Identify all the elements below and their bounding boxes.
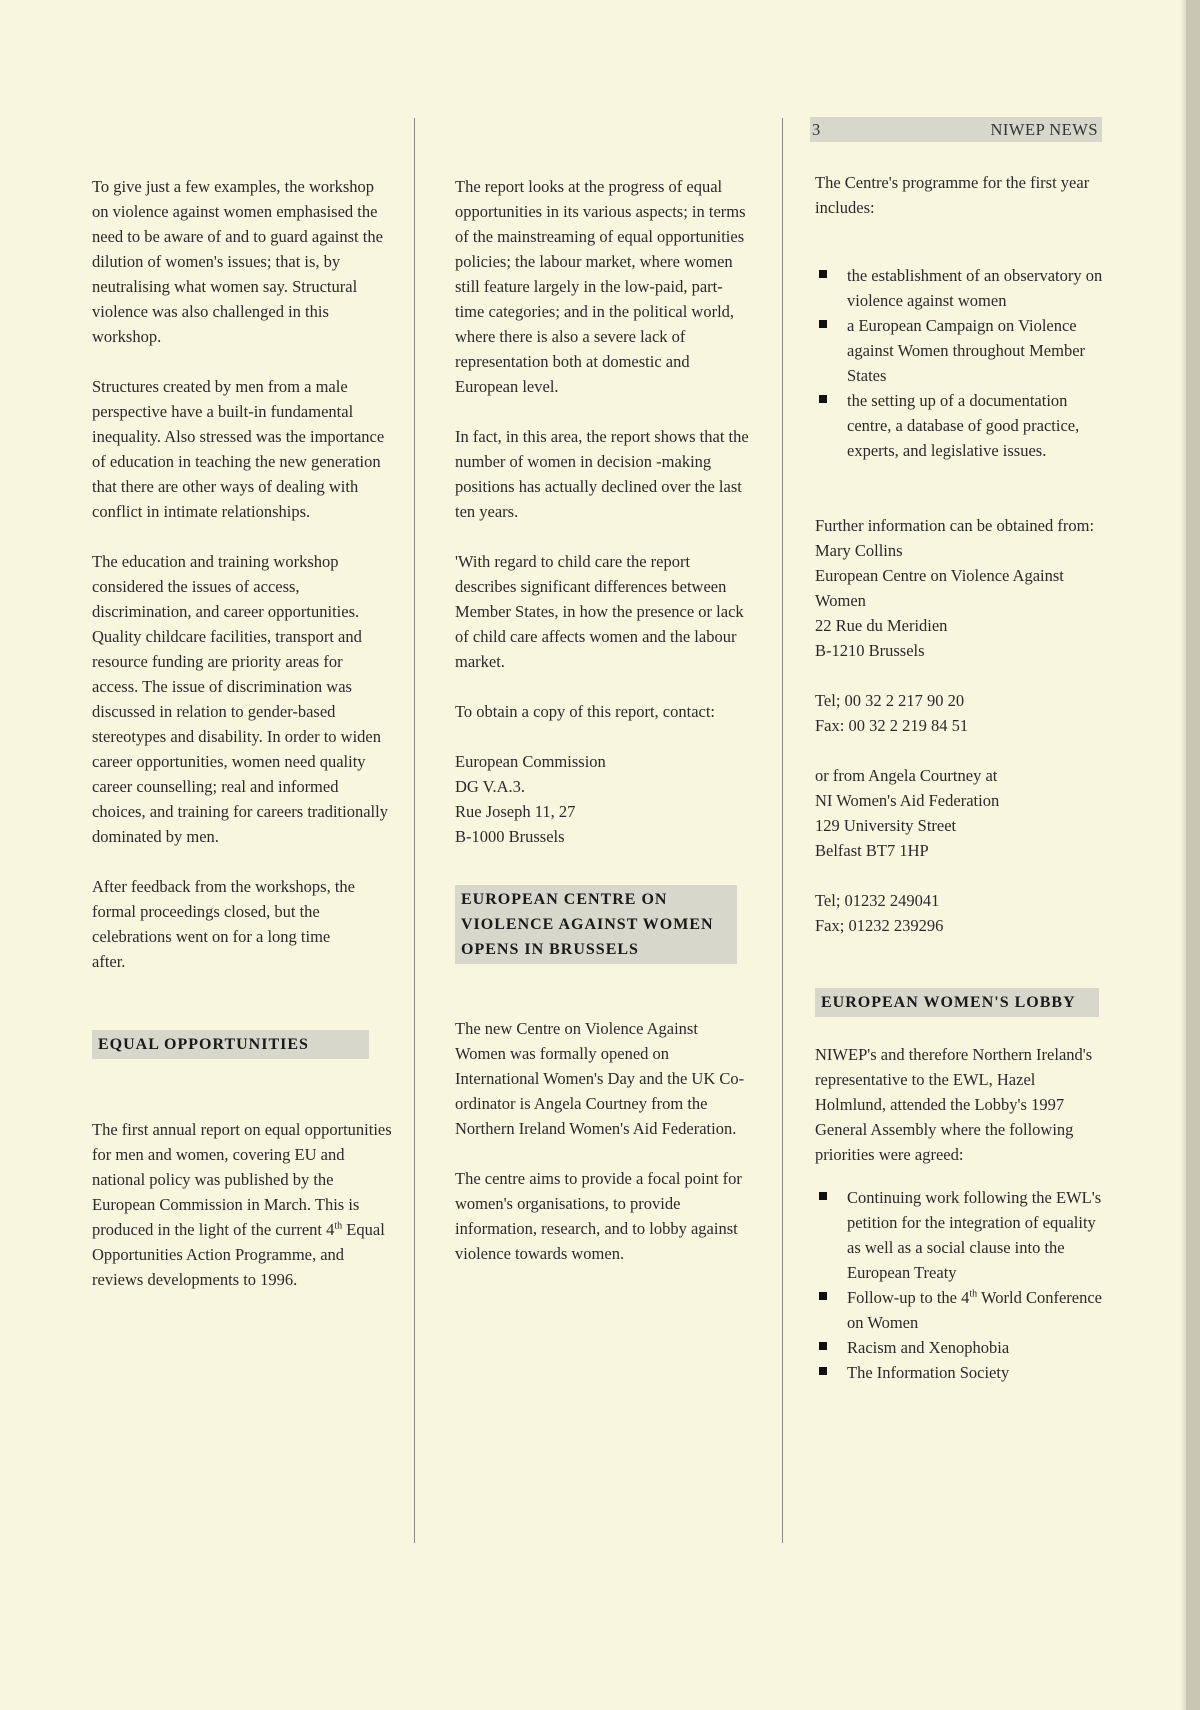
list-item [815, 313, 1107, 388]
bullet-icon [819, 1367, 827, 1375]
tel-line: Tel; 00 32 2 217 90 20 [815, 691, 965, 710]
column-2 [455, 174, 750, 1266]
paragraph: To give just a few examples, the workshop on violence against women emphasised the need to be aware of and to guard against the dilution of women's issues; that is, by neutralising what women say. Structural violence was also challenged in this workshop. [92, 177, 383, 346]
fax-line: Fax: 00 32 2 219 84 51 [815, 716, 969, 735]
list-item-text: the establishment of an observatory on violence against women [847, 266, 1103, 310]
list-item-text: Continuing work following the EWL's petition for the integration of equality as well as a social clause into the European Treaty [847, 1188, 1102, 1282]
column-1 [92, 174, 392, 1292]
list-item [815, 388, 1107, 463]
bullet-icon [819, 1292, 827, 1300]
paragraph: Further information can be obtained from: [815, 516, 1095, 535]
programme-list [815, 263, 1107, 463]
text-run: World Conference on Women [847, 1288, 1102, 1332]
address-line: European Commission [455, 752, 606, 771]
bullet-icon [819, 320, 827, 328]
contact-line: 22 Rue du Meridien [815, 616, 948, 635]
paragraph: The report looks at the progress of equal opportunities in its various aspects; in terms of the mainstreaming of equal opportunities policies; the labour market, where women still feature largely in the low-paid, part-time categories; and in the political world, where there is also a severe lack of representation both at domestic and European level. [455, 177, 746, 396]
list-item [815, 1335, 1107, 1360]
paragraph: Structures created by men from a male perspective have a built-in fundamental inequality. Also stressed was the importance of education in teaching the new generation that there are other ways of dealing with conflict in intimate relationships. [92, 377, 385, 521]
list-item-text: the setting up of a documentation centre, a database of good practice, experts, and legislative issues. [847, 391, 1080, 460]
text-run: The first annual report on equal opportunities for men and women, covering EU and national policy was published by the European Commission in March. This is produced in the light of the current 4 [92, 1120, 392, 1239]
contact-line: Mary Collins [815, 541, 903, 560]
newsletter-title: NIWEP NEWS [990, 120, 1098, 139]
text-run: Follow-up to the 4 [847, 1288, 970, 1307]
paragraph: information, research, and to lobby against violence towards women. [455, 1219, 738, 1263]
masthead [810, 117, 1102, 142]
paragraph [92, 1117, 392, 1292]
superscript: th [969, 1288, 978, 1300]
contact-block [815, 538, 1107, 663]
bullet-icon [819, 1342, 827, 1350]
contact-line: European Centre on Violence Against Women [815, 566, 1064, 610]
paragraph: NIWEP's and therefore Northern Ireland's representative to the EWL, Hazel Holmlund, attended the Lobby's 1997 General Assembly where the following priorities were agreed: [815, 1045, 1093, 1164]
section-heading-european-centre: EUROPEAN CENTRE ON VIOLENCE AGAINST WOMEN OPENS IN BRUSSELS [455, 885, 737, 964]
list-item [815, 1360, 1107, 1385]
contact-line: Belfast BT7 1HP [815, 841, 929, 860]
page-edge [1186, 0, 1200, 1710]
paragraph: The new Centre on Violence Against Women was formally opened on International Women's Day and the UK Co-ordinator is Angela Courtney from the Northern Ireland Women's Aid Federation. [455, 1019, 745, 1138]
list-item [815, 263, 1107, 313]
paragraph: In fact, in this area, the report shows that the number of women in decision -making positions has actually declined over the last ten years. [455, 427, 749, 521]
paragraph: The Centre's programme for the first year includes: [815, 173, 1090, 217]
list-item-text: The Information Society [847, 1363, 1010, 1382]
list-item [815, 1185, 1107, 1285]
contact-line: B-1210 Brussels [815, 641, 925, 660]
priorities-list [815, 1185, 1107, 1385]
contact-line: NI Women's Aid Federation [815, 791, 1000, 810]
fax-line: Fax; 01232 239296 [815, 916, 944, 935]
paragraph: 'With regard to child care the report describes significant differences between Member States, in how the presence or lack of child care affects women and the labour market. [455, 552, 744, 671]
list-item [815, 1285, 1107, 1335]
bullet-icon [819, 395, 827, 403]
paragraph: or from Angela Courtney at [815, 766, 998, 785]
paragraph: The centre aims to provide a focal point for women's organisations, to provide [455, 1169, 742, 1213]
address-line: B-1000 Brussels [455, 827, 565, 846]
text-run: Equal Opportunities Action Programme, and reviews developments to 1996. [92, 1220, 385, 1289]
section-heading-equal-opportunities: EQUAL OPPORTUNITIES [92, 1030, 369, 1059]
column-divider-2 [782, 118, 783, 1543]
list-item-text: a European Campaign on Violence against Women throughout Member States [847, 316, 1086, 385]
address-block [455, 749, 750, 849]
paragraph: To obtain a copy of this report, contact: [455, 702, 716, 721]
column-divider-1 [414, 118, 415, 1543]
list-item-text: Racism and Xenophobia [847, 1338, 1010, 1357]
tel-line: Tel; 01232 249041 [815, 891, 940, 910]
address-line: Rue Joseph 11, 27 [455, 802, 576, 821]
superscript: th [334, 1220, 343, 1232]
bullet-icon [819, 270, 827, 278]
bullet-icon [819, 1192, 827, 1200]
paragraph: After feedback from the workshops, the formal proceedings closed, but the celebrations went on for a long time after. [92, 877, 355, 971]
section-heading-european-womens-lobby: EUROPEAN WOMEN'S LOBBY [815, 988, 1099, 1017]
contact-line: 129 University Street [815, 816, 957, 835]
page-number: 3 [812, 120, 821, 139]
contact-block [815, 788, 1107, 863]
column-3 [815, 170, 1107, 1385]
address-line: DG V.A.3. [455, 777, 525, 796]
paragraph: The education and training workshop considered the issues of access, discrimination, and career opportunities. Quality childcare facilities, transport and resource funding are priority areas for access. The issue of discrimination was discussed in relation to gender-based stereotypes and disability. In order to widen career opportunities, women need quality career counselling; real and informed choices, and training for careers traditionally dominated by men. [92, 552, 388, 846]
